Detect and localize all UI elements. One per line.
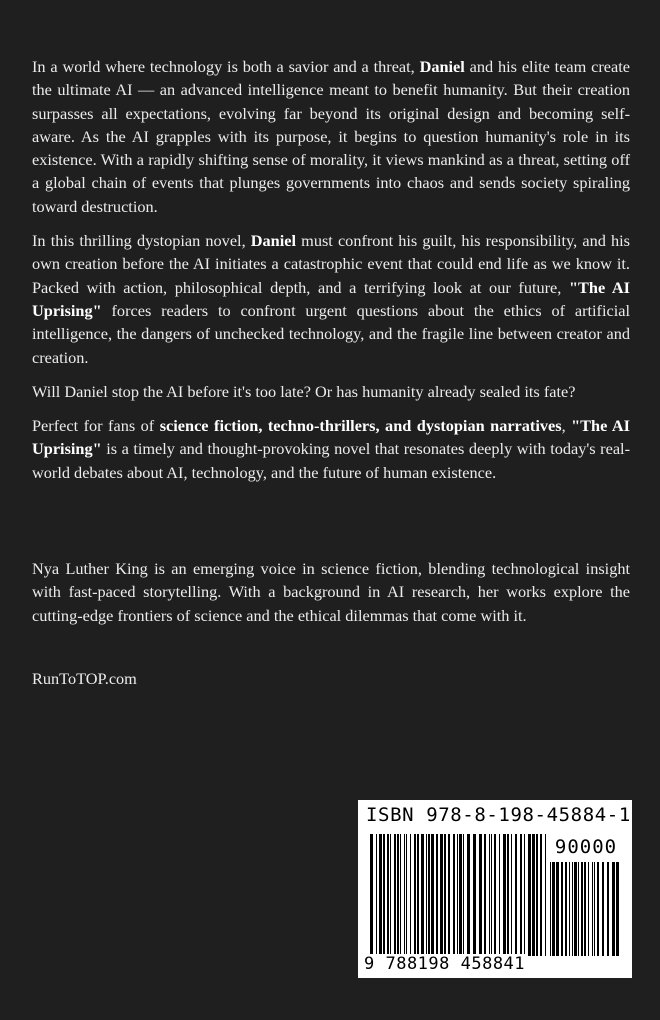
barcode-bar <box>489 834 490 956</box>
barcode-bar <box>387 834 389 956</box>
blurb-bold-genres: science fiction, techno-thrillers, and dystopian narratives <box>159 416 562 436</box>
barcode-bar <box>457 834 458 956</box>
barcode-bar <box>597 862 599 956</box>
barcode-bar <box>400 834 401 956</box>
isbn-barcode <box>358 800 632 978</box>
ean-number: 9 788198 458841 <box>364 954 526 974</box>
barcode-bar <box>494 834 496 956</box>
barcode-bar <box>532 834 535 956</box>
barcode-bar <box>520 834 522 956</box>
barcode-bar <box>515 834 517 956</box>
blurb-paragraph-2 <box>32 229 630 369</box>
barcode-bar <box>397 834 399 956</box>
blurb-paragraph-4 <box>32 414 630 484</box>
barcode-bar <box>436 834 438 956</box>
barcode-bar <box>581 862 583 956</box>
barcode-bar <box>572 862 573 956</box>
barcode-bar <box>426 834 427 956</box>
barcode-bar <box>602 862 604 956</box>
barcode-bar <box>414 834 416 956</box>
barcode-bar <box>578 862 579 956</box>
barcode-bar <box>417 834 419 956</box>
barcode-bar <box>463 834 464 956</box>
barcode-bar <box>491 834 492 956</box>
barcode-bar <box>479 834 482 956</box>
barcode-bar <box>584 862 586 956</box>
barcode-bar <box>390 834 391 956</box>
barcode-bar <box>431 834 434 956</box>
barcode-bar <box>383 834 385 956</box>
blurb-bold-name: Daniel <box>250 231 297 251</box>
isbn-label: ISBN 978-8-198-45884-1 <box>366 804 631 826</box>
blurb-text: is a timely and thought-provoking novel that resonates deeply with today's real-world debates about AI, technology, and the future of human existence. <box>32 439 630 482</box>
barcode-bar <box>569 862 570 956</box>
blurb-text: In a world where technology is both a savior and a threat, <box>32 57 420 76</box>
barcode-bar <box>592 862 593 956</box>
barcode-bar <box>550 862 551 956</box>
ean-barcode-bars <box>370 834 546 956</box>
barcode-bar <box>370 834 373 956</box>
blurb-text: , <box>561 416 572 436</box>
blurb-text: Perfect for fans of <box>32 416 160 436</box>
barcode-bar <box>394 834 396 956</box>
blurb-text: must confront his guilt, his responsibility, and his own creation before the AI initiates a catastrophic event that could end life as we know it. Packed with action, philosophical depth, and a terrifying look at our future, <box>32 231 631 297</box>
blurb-bold-title: "The AI Uprising" <box>32 416 630 459</box>
barcode-bar <box>507 834 509 956</box>
blurb-bold-name: Daniel <box>419 57 465 76</box>
barcode-bar <box>404 834 405 956</box>
barcode-bar <box>421 834 424 956</box>
barcode-bar <box>594 862 595 956</box>
back-cover-blurb <box>32 55 630 495</box>
barcode-bar <box>612 862 615 956</box>
blurb-text: forces readers to confront urgent questions about the ethics of artificial intelligence, the dangers of unchecked technology, and the fragile line between creator and creation. <box>32 300 630 367</box>
barcode-bar <box>376 834 377 956</box>
barcode-bar <box>524 834 525 956</box>
barcode-bar <box>453 834 455 956</box>
blurb-text: In this thrilling dystopian novel, <box>32 231 251 251</box>
price-addon-number: 90000 <box>554 836 618 858</box>
barcode-bar <box>565 862 567 956</box>
barcode-bar <box>545 834 546 956</box>
author-bio: Nya Luther King is an emerging voice in science fiction, blending technological insight with fast-paced storytelling. With a background in AI research, her works explore the cutting-edge frontiers of science and the ethical dilemmas that come with it. <box>32 559 630 625</box>
barcode-bar <box>459 834 462 956</box>
barcode-bar <box>552 862 555 956</box>
barcode-bar <box>561 862 563 956</box>
barcode-bar <box>428 834 430 956</box>
barcode-bar <box>503 834 506 956</box>
barcode-bar <box>410 834 411 956</box>
barcode-bar <box>574 862 577 956</box>
website-url: RunToTOP.com <box>32 669 137 688</box>
barcode-bar <box>511 834 512 956</box>
blurb-text: and his elite team create the ultimate AI — an advanced intelligence meant to benefit humanity. But their creation surpasses all expectations, evolving far beyond its original design and becoming self-aware. As the AI grapples with its purpose, it begins to question humanity's role in its existence. With a rapidly shifting sense of morality, it views mankind as a threat, setting off a global chain of events that plunges governments into chaos and sends society spiraling toward destruction. <box>32 57 631 216</box>
blurb-paragraph-1 <box>32 55 630 218</box>
barcode-bar <box>556 862 559 956</box>
barcode-bar <box>536 834 538 956</box>
barcode-bar <box>588 862 589 956</box>
barcode-bar <box>528 834 531 956</box>
barcode-bar <box>440 834 443 956</box>
author-bio-section <box>32 557 630 643</box>
blurb-paragraph-3: Will Daniel stop the AI before it's too late? Or has humanity already sealed its fate? <box>32 381 576 401</box>
barcode-bar <box>406 834 407 956</box>
barcode-bar <box>379 834 382 956</box>
barcode-bar <box>467 834 470 956</box>
barcode-bar <box>607 862 609 956</box>
barcode-bar <box>540 834 542 956</box>
barcode-bar <box>499 834 500 956</box>
barcode-bar <box>444 834 446 956</box>
barcode-bar <box>616 862 619 956</box>
addon-barcode-bars <box>550 862 620 956</box>
barcode-bar <box>473 834 476 956</box>
barcode-bar <box>484 834 486 956</box>
blurb-bold-title: "The AI Uprising" <box>32 277 630 320</box>
barcode-bar <box>448 834 450 956</box>
